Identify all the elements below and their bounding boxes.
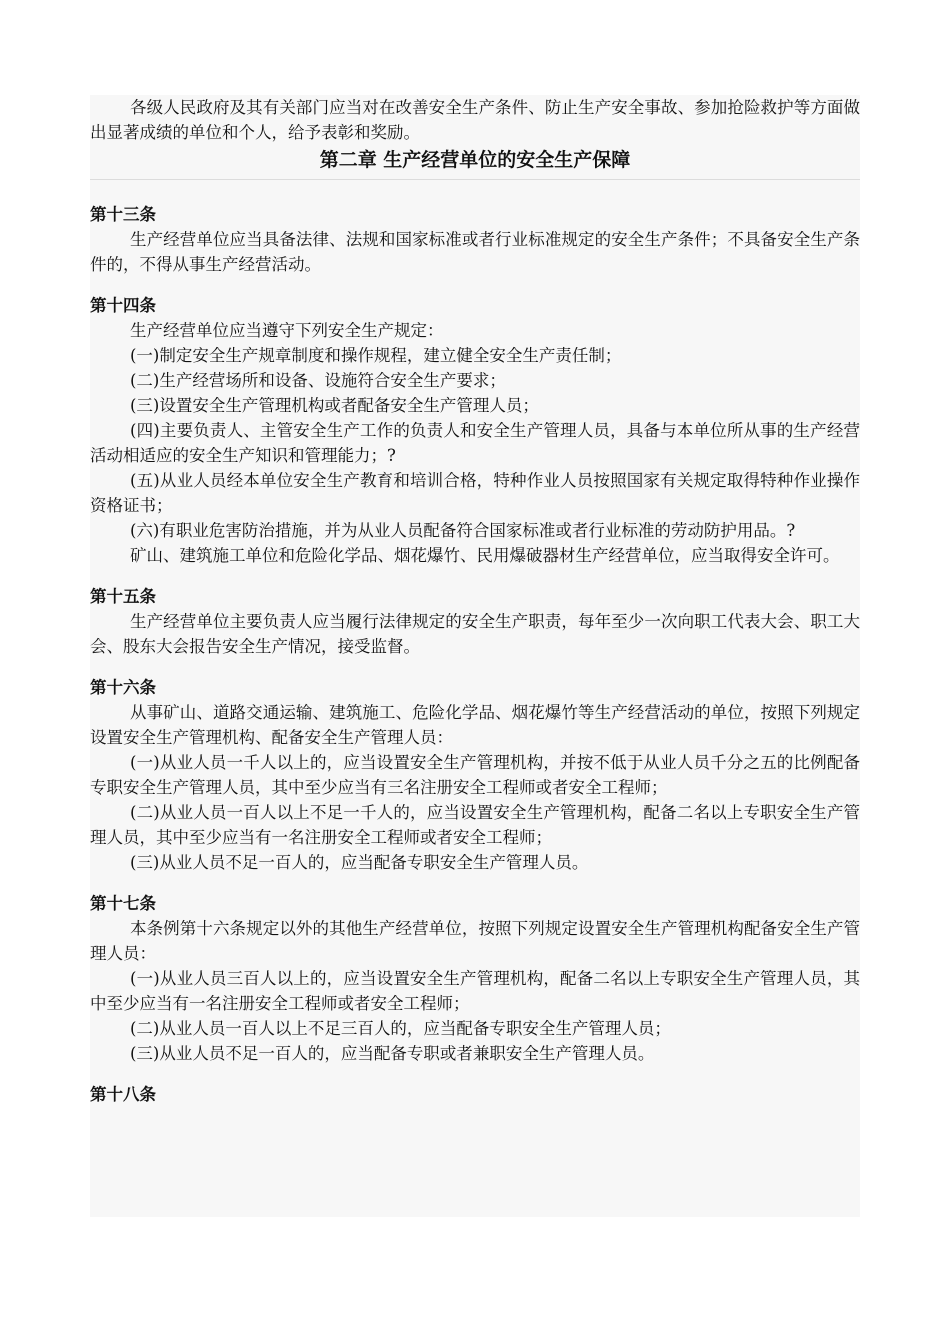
article-section — [90, 891, 860, 1066]
article-title: 第十七条 — [90, 894, 156, 913]
article-paragraph: 从事矿山、道路交通运输、建筑施工、危险化学品、烟花爆竹等生产经营活动的单位，按照下列规定设置安全生产管理机构、配备安全生产管理人员： — [90, 703, 860, 747]
chapter-title: 第二章 生产经营单位的安全生产保障 — [90, 145, 860, 180]
article-section — [90, 1082, 860, 1107]
article-section — [90, 293, 860, 568]
article-paragraph: (一)从业人员三百人以上的，应当设置安全生产管理机构，配备二名以上专职安全生产管理人员，其中至少应当有一名注册安全工程师或者安全工程师； — [90, 969, 860, 1013]
article-paragraph: (二)从业人员一百人以上不足一千人的，应当设置安全生产管理机构，配备二名以上专职安全生产管理人员，其中至少应当有一名注册安全工程师或者安全工程师； — [90, 803, 860, 847]
article-section — [90, 584, 860, 659]
article-paragraph: 本条例第十六条规定以外的其他生产经营单位，按照下列规定设置安全生产管理机构配备安全生产管理人员： — [90, 919, 860, 963]
intro-paragraph: 各级人民政府及其有关部门应当对在改善安全生产条件、防止生产安全事故、参加抢险救护等方面做出显著成绩的单位和个人，给予表彰和奖励。 — [90, 98, 860, 142]
document-body — [90, 95, 860, 1217]
article-paragraph: (五)从业人员经本单位安全生产教育和培训合格，特种作业人员按照国家有关规定取得特种作业操作资格证书； — [90, 471, 860, 515]
article-paragraph: (三)从业人员不足一百人的，应当配备专职或者兼职安全生产管理人员。 — [130, 1044, 655, 1063]
article-paragraph: (三)从业人员不足一百人的，应当配备专职安全生产管理人员。 — [130, 853, 589, 872]
articles-container — [90, 202, 860, 1107]
article-paragraph: 生产经营单位应当遵守下列安全生产规定： — [130, 321, 444, 340]
article-paragraph: 生产经营单位应当具备法律、法规和国家标准或者行业标准规定的安全生产条件；不具备安全生产条件的，不得从事生产经营活动。 — [90, 230, 860, 274]
article-section — [90, 202, 860, 277]
article-title: 第十六条 — [90, 678, 156, 697]
article-paragraph: (三)设置安全生产管理机构或者配备安全生产管理人员； — [130, 396, 539, 415]
article-title: 第十三条 — [90, 205, 156, 224]
article-title: 第十四条 — [90, 296, 156, 315]
article-paragraph: (六)有职业危害防治措施，并为从业人员配备符合国家标准或者行业标准的劳动防护用品。? — [130, 521, 796, 540]
article-paragraph: (二)从业人员一百人以上不足三百人的，应当配备专职安全生产管理人员； — [130, 1019, 671, 1038]
article-paragraph: (一)制定安全生产规章制度和操作规程，建立健全安全生产责任制； — [130, 346, 622, 365]
article-paragraph: (一)从业人员一千人以上的，应当设置安全生产管理机构，并按不低于从业人员千分之五的比例配备专职安全生产管理人员，其中至少应当有三名注册安全工程师或者安全工程师； — [90, 753, 860, 797]
article-paragraph: 矿山、建筑施工单位和危险化学品、烟花爆竹、民用爆破器材生产经营单位，应当取得安全许可。 — [130, 546, 840, 565]
article-paragraph: 生产经营单位主要负责人应当履行法律规定的安全生产职责，每年至少一次向职工代表大会、职工大会、股东大会报告安全生产情况，接受监督。 — [90, 612, 860, 656]
article-paragraph: (二)生产经营场所和设备、设施符合安全生产要求； — [130, 371, 506, 390]
article-title: 第十五条 — [90, 587, 156, 606]
article-section — [90, 675, 860, 875]
article-title: 第十八条 — [90, 1085, 156, 1104]
article-paragraph: (四)主要负责人、主管安全生产工作的负责人和安全生产管理人员，具备与本单位所从事的生产经营活动相适应的安全生产知识和管理能力；? — [90, 421, 860, 465]
